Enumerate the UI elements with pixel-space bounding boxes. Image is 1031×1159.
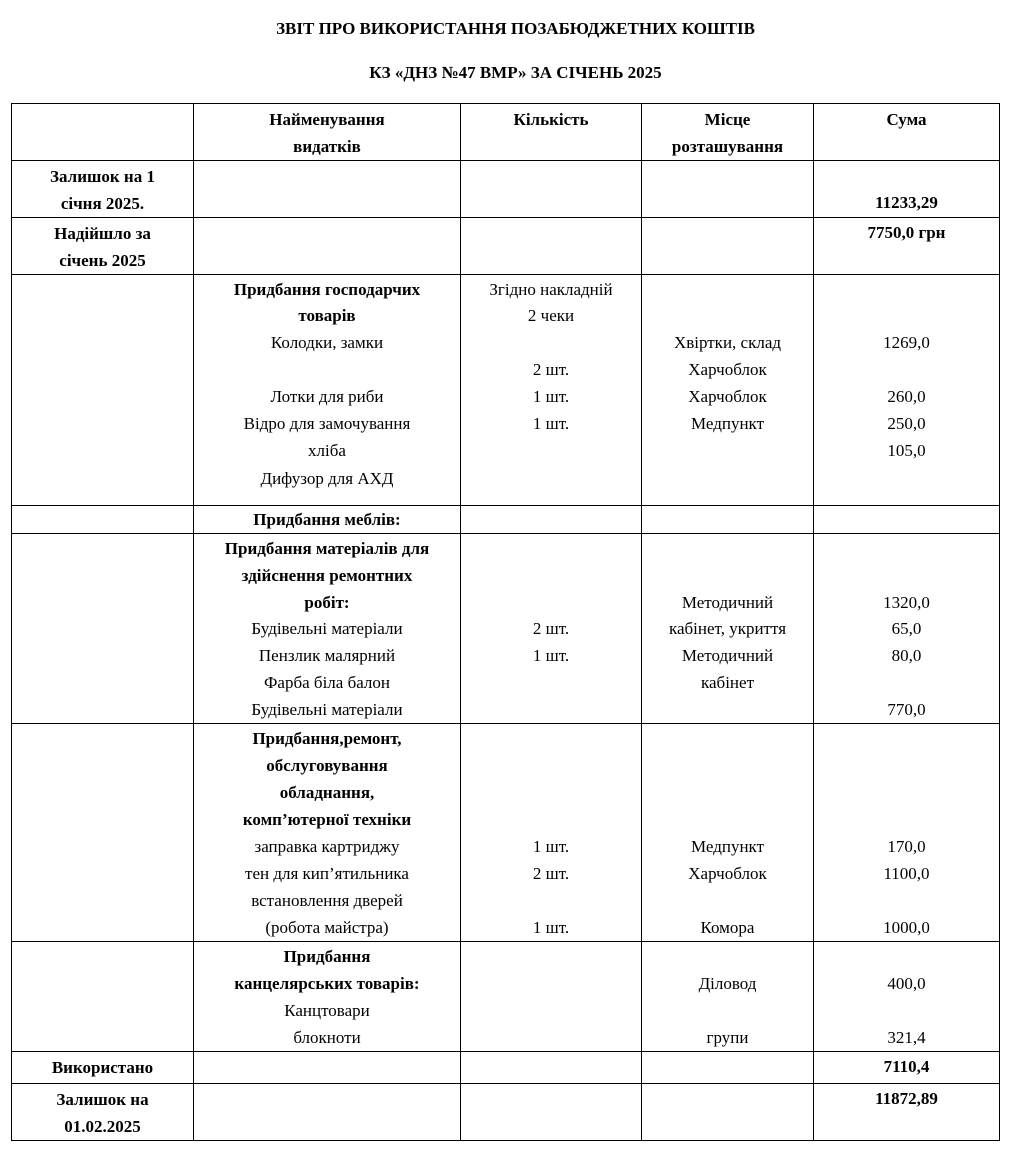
item-qty: 1 шт. — [532, 837, 570, 856]
materials-items — [194, 534, 461, 724]
item-sum: 260,0 — [887, 387, 926, 406]
balance-end-sum: 11872,89 — [875, 1089, 938, 1108]
header-name-line: видатків — [293, 137, 361, 156]
row-label — [12, 161, 194, 218]
item-sum: 1100,0 — [883, 864, 930, 883]
sum-cell — [814, 1052, 1000, 1084]
section-heading: здійснення ремонтних — [241, 566, 413, 585]
item-place: Комора — [700, 918, 755, 937]
row-label — [12, 218, 194, 275]
section-heading: Придбання меблів: — [253, 510, 401, 529]
header-sum-text: Сума — [886, 110, 927, 129]
section-heading: Придбання господарчих — [233, 280, 421, 299]
row-label — [12, 1052, 194, 1084]
equipment-qty — [461, 724, 642, 942]
item-qty: 1 шт. — [532, 646, 570, 665]
materials-places — [642, 534, 814, 724]
item-qty: 1 шт. — [532, 387, 570, 406]
section-heading: товарів — [298, 306, 356, 325]
qty-note: 2 чеки — [527, 306, 575, 325]
item-name: Колодки, замки — [270, 333, 384, 352]
furniture-heading-cell — [194, 506, 461, 534]
item-sum: 400,0 — [887, 974, 926, 993]
table-row — [12, 275, 1000, 506]
item-sum: 170,0 — [887, 837, 926, 856]
item-sum: 770,0 — [887, 700, 926, 719]
item-place: Методичний — [681, 593, 774, 612]
item-name: Будівельні матеріали — [251, 700, 403, 719]
section-heading: робіт: — [304, 593, 350, 612]
item-name: заправка картриджу — [254, 837, 400, 856]
household-qty — [461, 275, 642, 506]
table-row — [12, 161, 1000, 218]
header-place — [642, 104, 814, 161]
item-place: кабінет — [701, 673, 754, 692]
row-label — [12, 1084, 194, 1141]
header-place-line: Місце — [704, 110, 751, 129]
item-place: Харчоблок — [688, 387, 767, 406]
label-line: Надійшло за — [54, 224, 151, 243]
label-line: січень 2025 — [59, 251, 146, 270]
item-name: Лотки для риби — [270, 387, 384, 406]
expense-table — [11, 103, 1000, 1141]
item-place: кабінет, укриття — [668, 619, 787, 638]
item-qty: 1 шт. — [532, 918, 570, 937]
materials-qty — [461, 534, 642, 724]
report-title: ЗВІТ ПРО ВИКОРИСТАННЯ ПОЗАБЮДЖЕТНИХ КОШТІВ — [276, 19, 755, 38]
label-line: Залишок на 1 — [50, 167, 155, 186]
item-place: Методичний — [681, 646, 774, 665]
header-sum — [814, 104, 1000, 161]
section-heading: Придбання матеріалів для — [224, 539, 430, 558]
equipment-items — [194, 724, 461, 942]
item-name: блокноти — [293, 1028, 361, 1047]
materials-sums — [814, 534, 1000, 724]
balance-start-sum: 11233,29 — [875, 193, 938, 212]
table-row — [12, 534, 1000, 724]
item-name: Фарба біла балон — [264, 673, 390, 692]
stationery-items — [194, 942, 461, 1052]
sum-cell — [814, 1084, 1000, 1141]
item-place: Харчоблок — [688, 864, 767, 883]
label-line: січня 2025. — [60, 194, 145, 213]
stationery-places — [642, 942, 814, 1052]
table-row — [12, 1084, 1000, 1141]
item-sum: 321,4 — [887, 1028, 926, 1047]
item-name: Будівельні матеріали — [251, 619, 403, 638]
item-name: Відро для замочування — [243, 414, 411, 433]
equipment-sums — [814, 724, 1000, 942]
item-place: Медпункт — [690, 414, 765, 433]
section-heading: обслуговування — [266, 756, 388, 775]
used-sum: 7110,4 — [883, 1057, 930, 1076]
item-place: Діловод — [698, 974, 757, 993]
sum-cell — [814, 161, 1000, 218]
item-qty: 2 шт. — [532, 619, 570, 638]
household-sums — [814, 275, 1000, 506]
used-label: Використано — [51, 1058, 154, 1077]
item-name: (робота майстра) — [265, 918, 389, 937]
equipment-places — [642, 724, 814, 942]
item-qty: 2 шт. — [532, 360, 570, 379]
table-row — [12, 1052, 1000, 1084]
table-header-row — [12, 104, 1000, 161]
section-heading: канцелярських товарів: — [234, 974, 420, 993]
table-row — [12, 218, 1000, 275]
report-subtitle: КЗ «ДНЗ №47 ВМР» ЗА СІЧЕНЬ 2025 — [369, 63, 662, 82]
item-sum: 1269,0 — [883, 333, 930, 352]
item-sum: 250,0 — [887, 414, 926, 433]
item-name: Дифузор для АХД — [260, 469, 394, 488]
item-place: Медпункт — [690, 837, 765, 856]
label-line: Залишок на — [56, 1090, 149, 1109]
header-qty-text: Кількість — [513, 110, 589, 129]
household-places — [642, 275, 814, 506]
table-row — [12, 506, 1000, 534]
section-heading: обладнання, — [279, 783, 375, 802]
section-heading: Придбання — [283, 947, 371, 966]
table-row — [12, 724, 1000, 942]
qty-note: Згідно накладній — [489, 280, 613, 299]
header-name — [194, 104, 461, 161]
stationery-sums — [814, 942, 1000, 1052]
item-sum: 1000,0 — [883, 918, 930, 937]
item-qty: 1 шт. — [532, 414, 570, 433]
item-name: хліба — [308, 441, 346, 460]
header-place-line: розташування — [671, 137, 784, 156]
item-place: Харчоблок — [688, 360, 767, 379]
sum-cell — [814, 218, 1000, 275]
header-empty-cell — [12, 104, 194, 161]
item-sum: 80,0 — [891, 646, 922, 665]
section-heading: Придбання,ремонт, — [252, 729, 402, 748]
item-name: тен для кип’ятильника — [245, 864, 409, 883]
item-sum: 65,0 — [891, 619, 922, 638]
item-qty: 2 шт. — [532, 864, 570, 883]
item-name: Пензлик малярний — [258, 646, 396, 665]
item-sum: 105,0 — [887, 441, 926, 460]
received-sum: 7750,0 грн — [867, 223, 946, 242]
household-items — [194, 275, 461, 506]
header-name-line: Найменування — [269, 110, 385, 129]
section-heading: комп’ютерної техніки — [242, 810, 412, 829]
item-name: встановлення дверей — [251, 891, 403, 910]
table-row — [12, 942, 1000, 1052]
item-sum: 1320,0 — [883, 593, 930, 612]
item-name: Канцтовари — [284, 1001, 370, 1020]
item-place: групи — [706, 1028, 749, 1047]
header-qty — [461, 104, 642, 161]
label-line: 01.02.2025 — [64, 1117, 141, 1136]
item-place: Хвіртки, склад — [673, 333, 782, 352]
